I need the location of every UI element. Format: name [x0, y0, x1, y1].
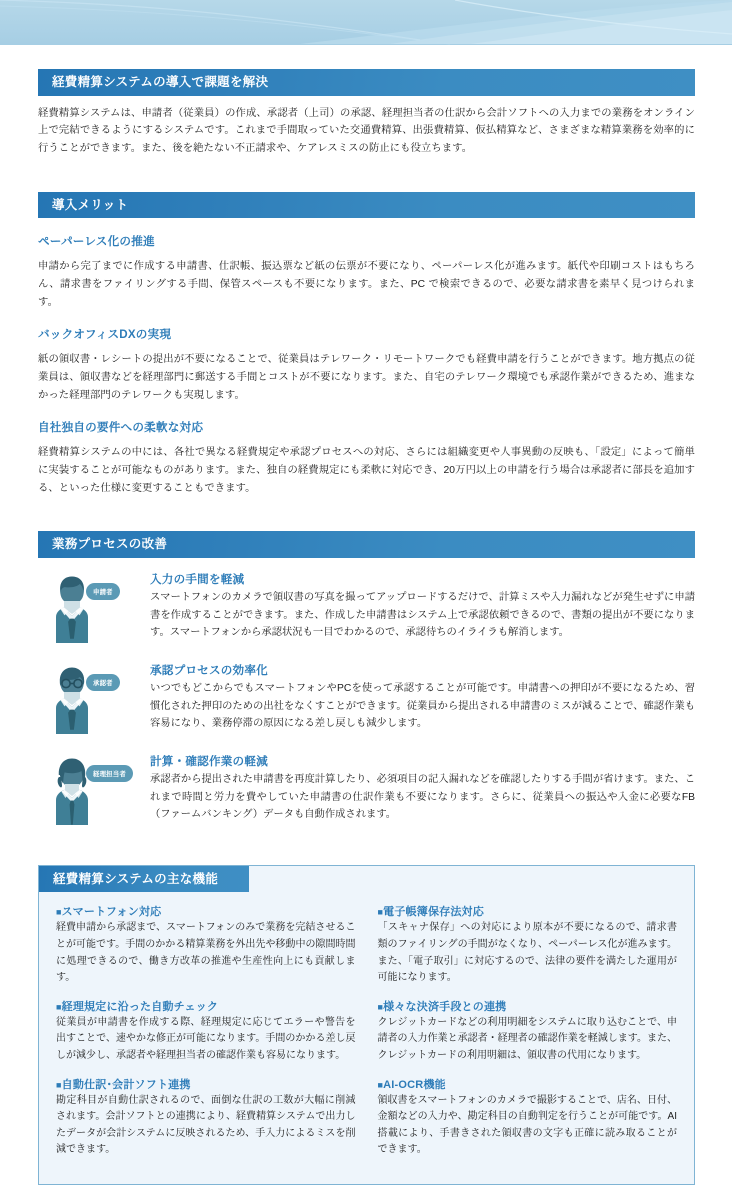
feature-item-auto-check	[56, 998, 356, 1065]
document-body	[0, 45, 732, 1185]
process-row-approver	[38, 649, 695, 740]
spacer	[0, 497, 732, 531]
process-row-accountant	[38, 740, 695, 831]
feature-item-smartphone	[56, 903, 356, 986]
feature-item-payment-methods	[378, 998, 678, 1065]
process-body-approver: いつでもどこからでもスマートフォンやPCを使って承認することが可能です。申請書への押印が不要になるため、習慣化された押印のための出社をなくすことができます。従業員から提出される申請書のミスが減ることで、確認作業も容易になり、業務停滞の原因になる差し戻しも減少します。	[150, 682, 695, 730]
page-header-band	[0, 0, 732, 45]
bullet-square-icon: ■	[56, 907, 62, 918]
features-grid	[39, 892, 694, 1170]
spacer	[0, 45, 732, 69]
section-body-merits	[38, 233, 695, 497]
process-text-applicant	[150, 571, 695, 642]
feature-heading-smartphone	[56, 903, 356, 919]
process-heading-approver: 承認プロセスの効率化	[150, 663, 268, 677]
merit-body-backoffice-dx: 紙の領収書・レシートの提出が不要になることで、従業員はテレワーク・リモートワークでも経費申請を行うことができます。地方拠点の従業員は、領収書などを経理部門に郵送する手間とコストが不要になります。また、自宅のテレワーク環境でも承認作業ができるため、進まなかった経理部門のテレワークも実現します。	[38, 354, 695, 401]
bullet-square-icon: ■	[377, 907, 384, 918]
feature-body-ai-ocr: 領収書をスマートフォンのカメラで撮影することで、店名、日付、金額などの入力や、勘定科目の自動判定を行うことが可能です。AI搭載により、手書きされた領収書の文字も正確に読み取ることができます。	[377, 1094, 677, 1156]
feature-item-ai-ocr	[378, 1076, 678, 1159]
process-body-applicant: スマートフォンのカメラで領収書の写真を撮ってアップロードするだけで、計算ミスや入力漏れなどが発生せずに申請書を作成することができます。また、作成した申請書はシステム上で承認依頼できるので、書類の提出が不要になります。スマートフォンから承認状況も一目でわかるので、承認待ちのイライラも解消します。	[150, 591, 696, 639]
process-body-accountant: 承認者から提出された申請書を再度計算したり、必須項目の記入漏れなどを確認したりする手間が省けます。また、これまで時間と労力を費やしていた申請書の仕訳作業も不要になります。さらに、従業員への振込や入金に必要なFB（ファームバンキング）データも自動作成されます。	[150, 773, 695, 821]
process-heading-applicant: 入力の手間を軽減	[150, 572, 245, 586]
role-badge-accountant: 経理担当者	[86, 765, 133, 782]
wave-decoration-icon	[0, 0, 732, 45]
spacer	[0, 158, 732, 192]
process-row-applicant	[38, 558, 695, 649]
feature-heading-auto-journal	[56, 1076, 356, 1092]
merit-body-custom-requirements: 経費精算システムの中には、各社で異なる経費規定や承認プロセスへの対応、さらには組織変更や人事異動の反映も、「設定」によって簡単に実装することが可能なものがあります。また、独自の経費規定にも柔軟に対応でき、20万円以上の申請を行う場合は承認者に部長を追加する、といった仕様に変更することもできます。	[38, 447, 695, 494]
process-text-accountant	[150, 753, 695, 824]
feature-heading-text: 様々な決済手段との連携	[383, 1000, 507, 1013]
process-text-approver	[150, 662, 695, 733]
section-header-process: 業務プロセスの改善	[38, 531, 695, 558]
section-header-features: 経費精算システムの主な機能	[39, 866, 249, 893]
feature-item-auto-journal	[56, 1076, 356, 1159]
features-panel	[38, 865, 695, 1185]
avatar-figure-approver	[38, 662, 150, 740]
avatar-figure-accountant	[38, 753, 150, 831]
features-column-right	[378, 903, 678, 1170]
feature-heading-text: 電子帳簿保存法対応	[383, 906, 484, 919]
feature-body-auto-journal: 勘定科目が自動仕訳されるので、面倒な仕訳の工数が大幅に削減されます。会計ソフトとの連携により、経費精算システムで出力したデータが会計システムに反映されるため、手入力によるミスを削減できます。	[56, 1094, 356, 1156]
intro-paragraph: 経費精算システムは、申請者（従業員）の作成、承認者（上司）の承認、経理担当者の仕訳から会計ソフトへの入力までの業務をオンライン上で完結できるようにするシステムです。これまで手間取っていた交通費精算、出張費精算、仮払精算など、さまざまな精算業務を効率的に行うことができます。また、後を絶たない不正請求や、ケアレスミスの防止にも役立ちます。	[38, 107, 695, 154]
feature-body-payment-methods: クレジットカードなどの利用明細をシステムに取り込むことで、申請者の入力作業と承認者・経理者の確認作業を軽減します。また、クレジットカードの利用明細は、領収書の代用になります。	[377, 1016, 677, 1061]
feature-heading-text: スマートフォン対応	[61, 906, 162, 919]
feature-heading-text: 自動仕訳･会計ソフト連携	[61, 1078, 191, 1091]
section-body-intro	[38, 105, 695, 158]
feature-heading-auto-check	[56, 998, 356, 1014]
feature-body-smartphone: 経費申請から承認まで、スマートフォンのみで業務を完結させることが可能です。手間のかかる精算業務を外出先や移動中の隙間時間に処理できるので、働き方改革の推進や生産性向上にも貢献します。	[56, 922, 356, 984]
feature-heading-ai-ocr	[378, 1076, 678, 1092]
bullet-square-icon: ■	[377, 1079, 384, 1090]
bullet-square-icon: ■	[56, 1079, 62, 1090]
spacer	[0, 831, 732, 865]
process-heading-accountant: 計算・確認作業の軽減	[150, 754, 268, 768]
merit-heading-custom-requirements: 自社独自の要件への柔軟な対応	[38, 421, 204, 435]
avatar-figure-applicant	[38, 571, 150, 649]
feature-item-e-bookkeeping	[378, 903, 678, 986]
role-badge-approver: 承認者	[86, 674, 120, 691]
merit-heading-paperless: ペーパーレス化の推進	[38, 235, 155, 249]
merit-body-paperless: 申請から完了までに作成する申請書、仕訳帳、振込票など紙の伝票が不要になり、ペーパーレス化が進みます。紙代や印刷コストはもちろん、請求書をファイリングする手間、保管スペースも不要になります。また、PC で検索できるので、必要な請求書を素早く見つけられます。	[38, 261, 695, 308]
section-header-merits: 導入メリット	[38, 192, 695, 219]
feature-body-e-bookkeeping: 「スキャナ保存」への対応により原本が不要になるので、請求書類のファイリングの手間がなくなり、ペーパーレス化が進みます。また、「電子取引」に対応するので、法律の要件を満たした運用が可能になります。	[377, 922, 677, 984]
feature-heading-text: 経理規定に沿った自動チェック	[61, 1000, 219, 1013]
feature-heading-text: AI-OCR機能	[383, 1078, 446, 1091]
bullet-square-icon: ■	[56, 1001, 62, 1012]
feature-body-auto-check: 従業員が申請書を作成する際、経理規定に応じてエラーや警告を出すことで、速やかな修正が可能になります。手間のかかる差し戻しが減少し、承認者や経理担当者の確認作業も容易になります。	[56, 1016, 356, 1061]
feature-heading-e-bookkeeping	[378, 903, 678, 919]
bullet-square-icon: ■	[377, 1001, 384, 1012]
features-column-left	[56, 903, 356, 1170]
section-header-intro: 経費精算システムの導入で課題を解決	[38, 69, 695, 96]
merit-heading-backoffice-dx: バックオフィスDXの実現	[38, 328, 172, 342]
role-badge-applicant: 申請者	[86, 583, 120, 600]
feature-heading-payment-methods	[378, 998, 678, 1014]
